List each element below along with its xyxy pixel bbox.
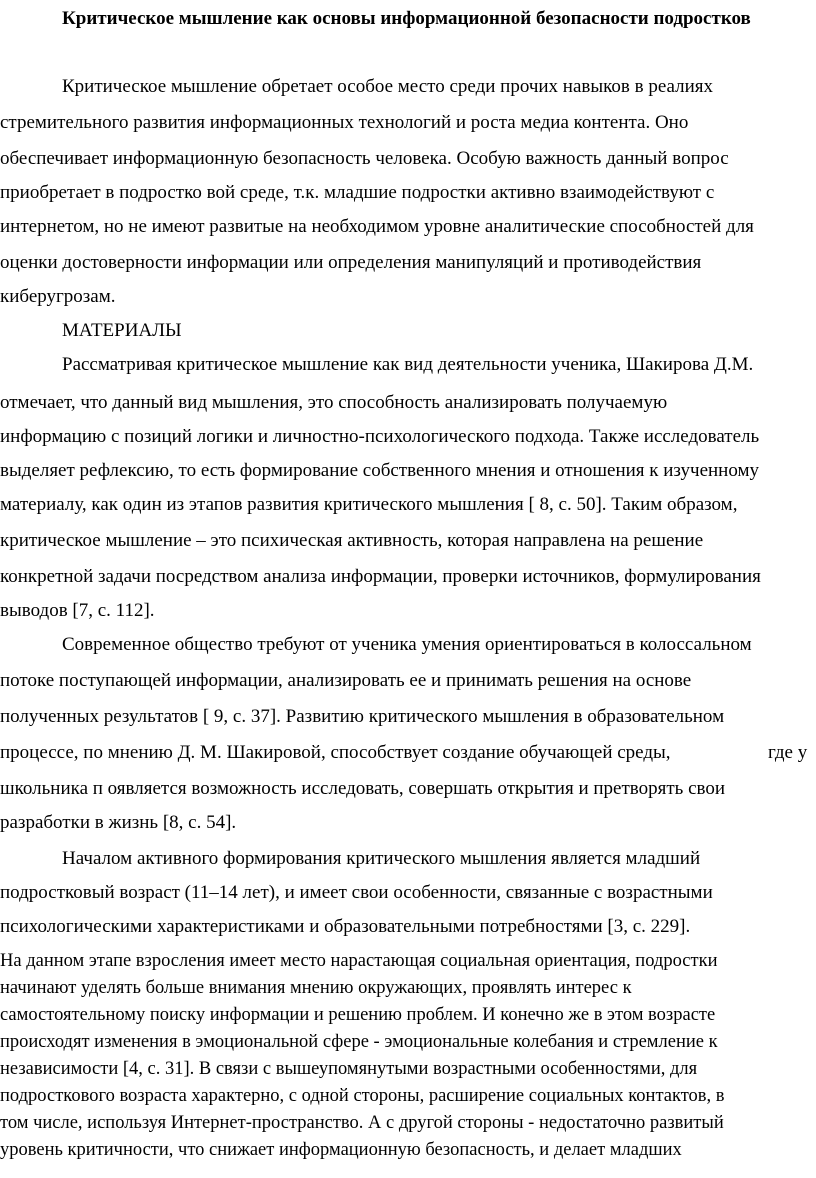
- paragraph-line: потоке поступающей информации, анализировать ее и принимать решения на основе: [0, 670, 692, 691]
- paragraph-line: самостоятельному поиску информации и решению проблем. И конечно же в этом возрасте: [0, 1005, 716, 1025]
- paragraph-line: процессе, по мнению Д. М. Шакировой, способствует создание обучающей среды,: [0, 742, 671, 763]
- paragraph-line-tail: где у: [768, 742, 808, 763]
- paragraph-line: Рассматривая критическое мышление как вид деятельности ученика, Шакирова Д.М.: [62, 354, 754, 375]
- paragraph-line: интернетом, но не имеют развитые на необходимом уровне аналитические способностей для: [0, 216, 754, 237]
- paragraph-line: Началом активного формирования критического мышления является младший: [62, 848, 701, 869]
- paragraph-line: стремительного развития информационных технологий и роста медиа контента. Оно: [0, 112, 689, 133]
- paragraph-line: уровень критичности, что снижает информационную безопасность, и делает младших: [0, 1140, 682, 1160]
- paragraph-line: На данном этапе взросления имеет место нарастающая социальная ориентация, подростки: [0, 951, 718, 971]
- paragraph-line: отмечает, что данный вид мышления, это способность анализировать получаемую: [0, 392, 668, 413]
- paragraph-line: выделяет рефлексию, то есть формирование собственного мнения и отношения к изученному: [0, 460, 760, 481]
- paragraph-line: Современное общество требуют от ученика умения ориентироваться в колоссальном: [62, 634, 752, 655]
- paragraph-line: подросткового возраста характерно, с одной стороны, расширение социальных контактов, в: [0, 1086, 725, 1106]
- paragraph-line: начинают уделять больше внимания мнению окружающих, проявлять интерес к: [0, 978, 632, 998]
- paragraph-line: том числе, используя Интернет-пространство. А с другой стороны - недостаточно развитый: [0, 1113, 724, 1133]
- paragraph-line: информацию с позиций логики и личностно-психологического подхода. Также исследователь: [0, 426, 760, 447]
- paragraph-line: киберугрозам.: [0, 286, 116, 307]
- paragraph-line: выводов [7, с. 112].: [0, 600, 155, 621]
- paragraph-line: разработки в жизнь [8, с. 54].: [0, 812, 237, 833]
- paragraph-line: критическое мышление – это психическая активность, которая направлена на решение: [0, 530, 704, 551]
- paragraph-line: Критическое мышление обретает особое место среди прочих навыков в реалиях: [62, 76, 714, 97]
- paragraph-line: происходят изменения в эмоциональной сфере - эмоциональные колебания и стремление к: [0, 1032, 718, 1052]
- document-title: Критическое мышление как основы информационной безопасности подростков: [62, 8, 751, 29]
- paragraph-line: школьника п оявляется возможность исследовать, совершать открытия и претворять свои: [0, 778, 726, 799]
- paragraph-line: приобретает в подростко вой среде, т.к. младшие подростки активно взаимодействуют с: [0, 182, 715, 203]
- paragraph-line: подростковый возраст (11–14 лет), и имеет свои особенности, связанные с возрастными: [0, 882, 713, 903]
- paragraph-line: материалу, как один из этапов развития критического мышления [ 8, с. 50]. Таким образом,: [0, 494, 738, 515]
- paragraph-line: полученных результатов [ 9, с. 37]. Развитию критического мышления в образовательном: [0, 706, 725, 727]
- section-heading: МАТЕРИАЛЫ: [62, 320, 182, 341]
- paragraph-line: оценки достоверности информации или определения манипуляций и противодействия: [0, 252, 702, 273]
- paragraph-line: конкретной задачи посредством анализа информации, проверки источников, формулирования: [0, 566, 761, 587]
- paragraph-line: обеспечивает информационную безопасность человека. Особую важность данный вопрос: [0, 148, 729, 169]
- paragraph-line: независимости [4, с. 31]. В связи с вышеупомянутыми возрастными особенностями, для: [0, 1059, 698, 1079]
- paragraph-line: психологическими характеристиками и образовательными потребностями [3, с. 229].: [0, 916, 691, 937]
